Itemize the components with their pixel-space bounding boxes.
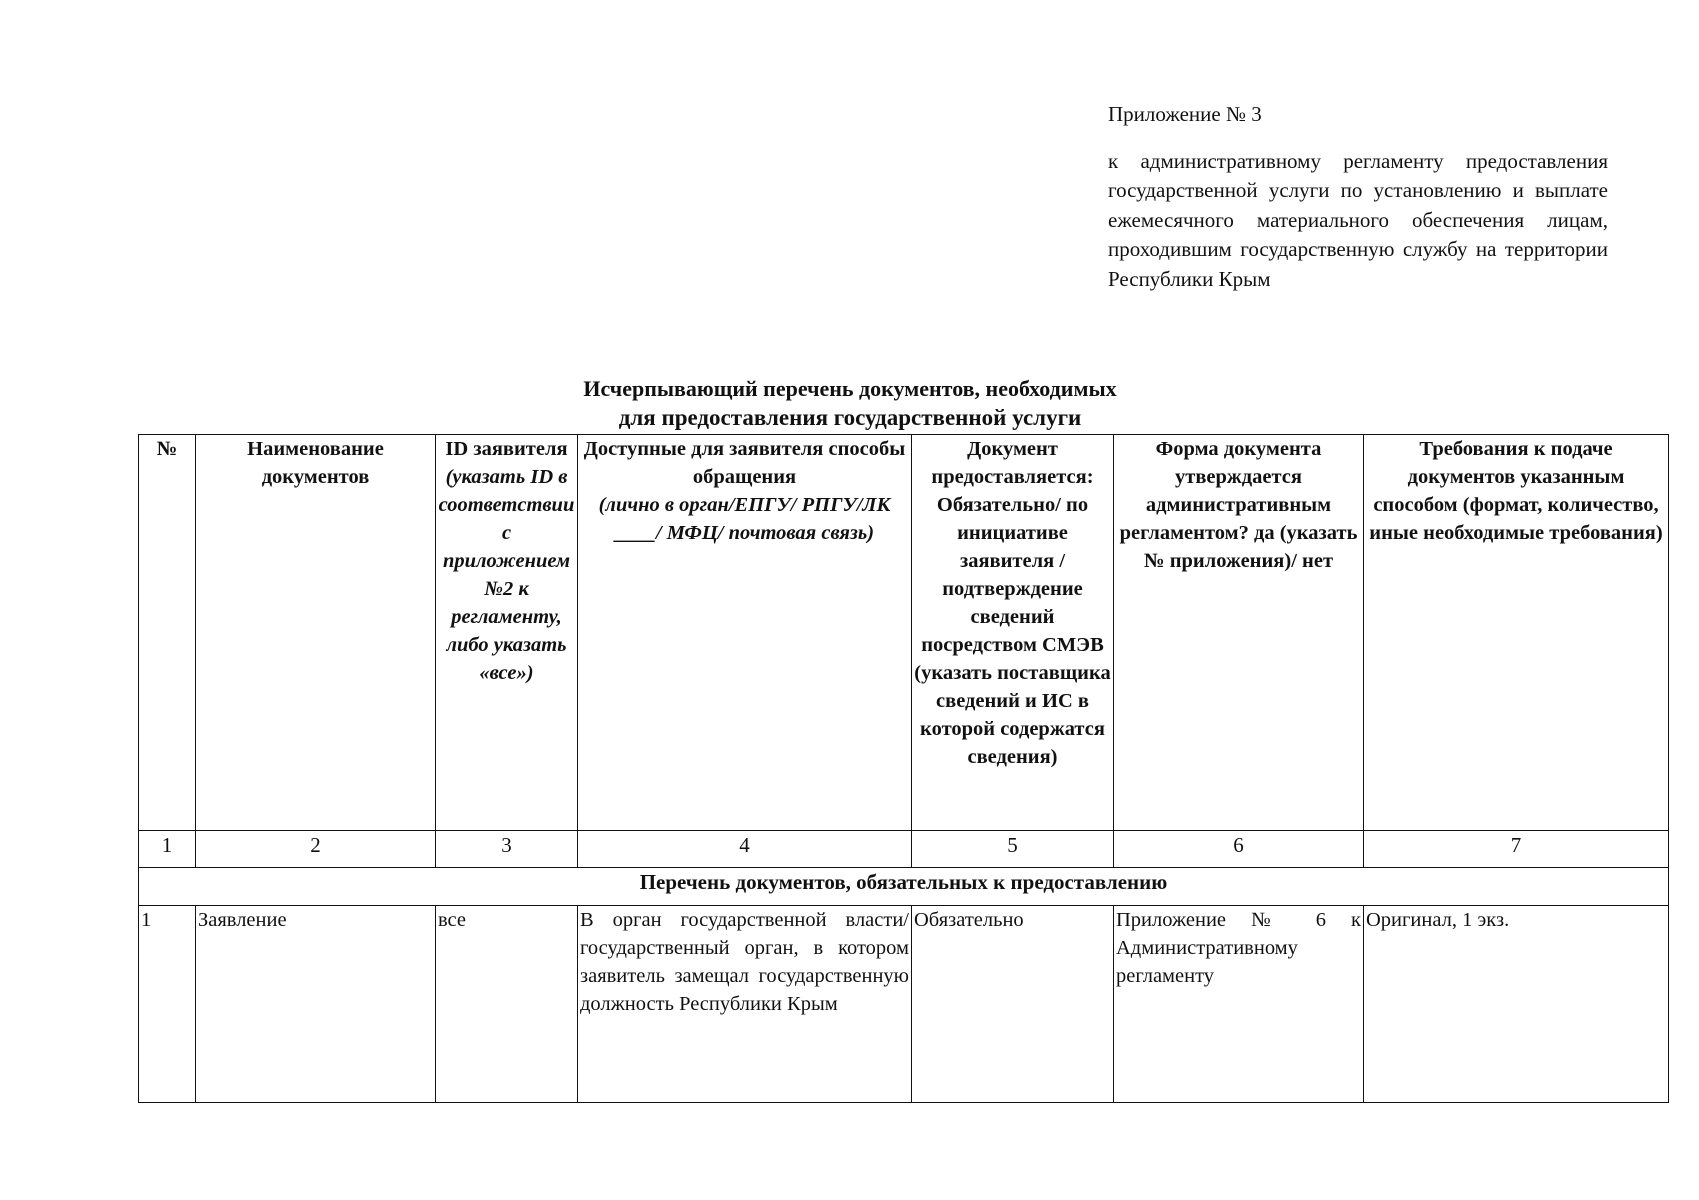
section-row bbox=[139, 868, 1669, 906]
row-applicant-id: все bbox=[436, 906, 578, 1103]
column-number: 5 bbox=[912, 831, 1114, 868]
row-submission-method: В орган государственной власти/государственный орган, в котором заявитель замещал государственную должность Республики Крым bbox=[578, 906, 912, 1103]
row-form: Приложение № 6 к Административному регламенту bbox=[1114, 906, 1364, 1103]
column-number: 4 bbox=[578, 831, 912, 868]
column-number: 6 bbox=[1114, 831, 1364, 868]
header-submission-methods bbox=[578, 435, 912, 831]
column-number-row bbox=[139, 831, 1669, 868]
appendix-text: к административному регламенту предоставления государственной услуги по установлению и выплате ежемесячного материального обеспечения лицам, проходившим государственную службу на территории Республики Крым bbox=[1108, 148, 1608, 291]
row-requirements: Оригинал, 1 экз. bbox=[1364, 906, 1669, 1103]
table-row bbox=[139, 906, 1669, 1103]
table-header-row bbox=[139, 435, 1669, 831]
header-document-name: Наименование документов bbox=[196, 435, 436, 831]
header-applicant-id-label: ID заявителя bbox=[445, 438, 568, 460]
title-line-2: для предоставления государственной услуги bbox=[618, 405, 1082, 430]
header-submission-methods-note: (лично в орган/ЕПГУ/ РПГУ/ЛК ____/ МФЦ/ почтовая связь) bbox=[598, 494, 891, 544]
header-submission-requirements: Требования к подаче документов указанным способом (формат, количество, иные необходимые требования) bbox=[1364, 435, 1669, 831]
row-provided: Обязательно bbox=[912, 906, 1114, 1103]
column-number: 7 bbox=[1364, 831, 1669, 868]
column-number: 3 bbox=[436, 831, 578, 868]
documents-table bbox=[138, 434, 1669, 1103]
appendix-number: Приложение № 3 bbox=[1108, 102, 1262, 126]
header-document-provided: Документ предоставляется: Обязательно/ по инициативе заявителя /подтверждение сведений посредством СМЭВ (указать поставщика сведений и ИС в которой содержатся сведения) bbox=[912, 435, 1114, 831]
header-document-form: Форма документа утверждается административным регламентом? да (указать № приложения)/ нет bbox=[1114, 435, 1364, 831]
title-line-1: Исчерпывающий перечень документов, необходимых bbox=[583, 376, 1117, 401]
header-number: № bbox=[139, 435, 196, 831]
column-number: 1 bbox=[139, 831, 196, 868]
section-title: Перечень документов, обязательных к предоставлению bbox=[139, 868, 1669, 906]
row-number: 1 bbox=[139, 906, 196, 1103]
row-document-name: Заявление bbox=[196, 906, 436, 1103]
header-applicant-id bbox=[436, 435, 578, 831]
header-submission-methods-label: Доступные для заявителя способы обращения bbox=[583, 438, 906, 488]
document-title bbox=[480, 374, 1220, 432]
column-number: 2 bbox=[196, 831, 436, 868]
header-applicant-id-note: (указать ID в соответствии с приложением №2 к регламенту, либо указать «все») bbox=[438, 466, 575, 684]
appendix-block bbox=[1108, 100, 1608, 294]
